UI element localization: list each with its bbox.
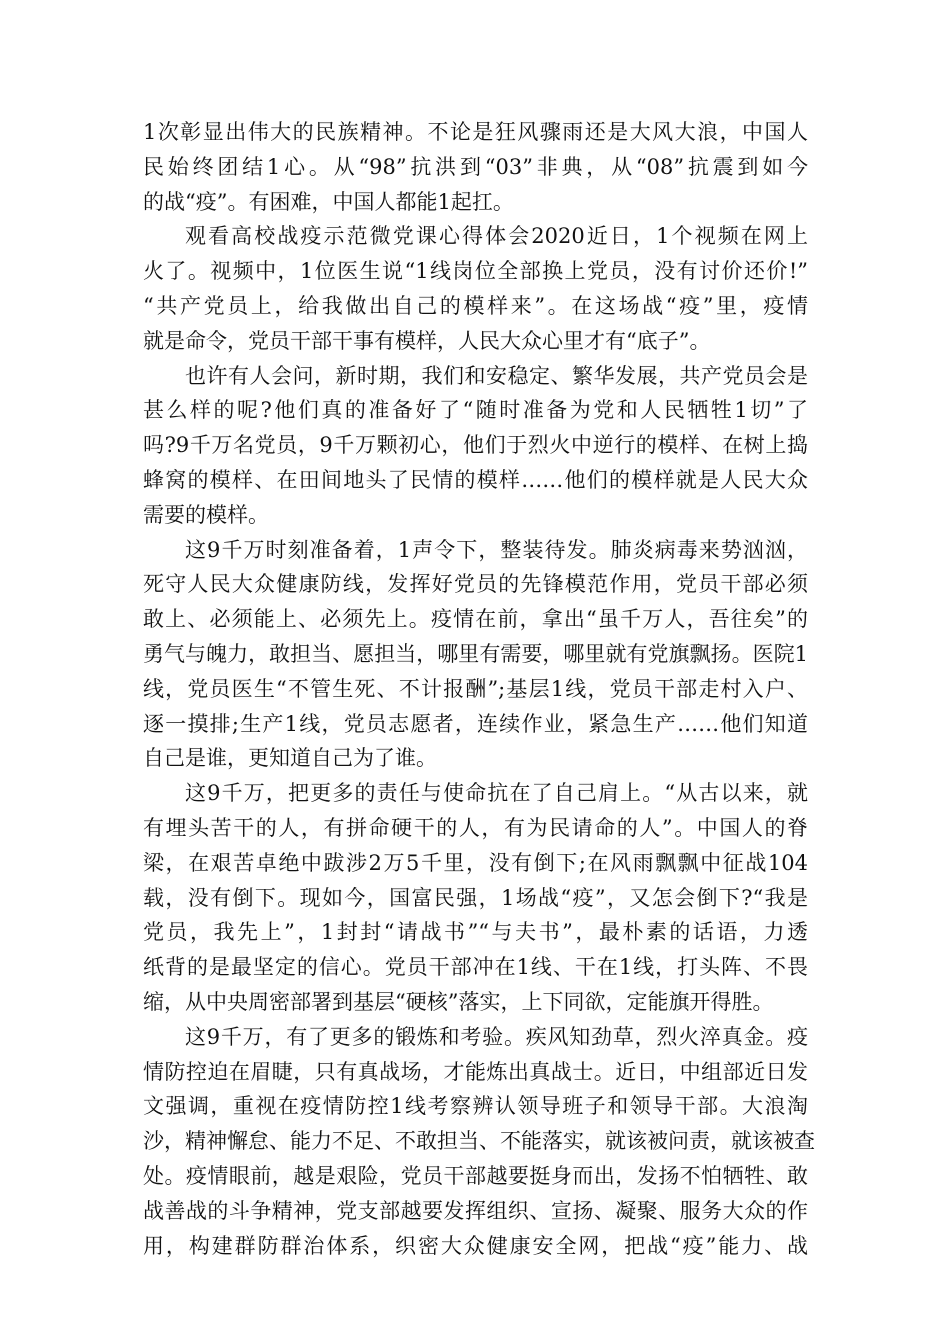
text-line: 民始终团结1心。从“98”抗洪到“03”非典，从“08”抗震到如今 xyxy=(143,154,808,179)
text-line: 沙，精神懈怠、能力不足、不敢担当、不能落实，就该被问责，就该被查 xyxy=(143,1129,815,1154)
text-line: 战善战的斗争精神，党支部越要发挥组织、宣扬、凝聚、服务大众的作 xyxy=(143,1198,808,1223)
text-line: 逐一摸排;生产1线，党员志愿者，连续作业，紧急生产……他们知道 xyxy=(143,711,808,736)
text-line: 蜂窝的模样、在田间地头了民情的模样……他们的模样就是人民大众 xyxy=(143,467,808,492)
text-line: 勇气与魄力，敢担当、愿担当，哪里有需要，哪里就有党旗飘扬。医院1 xyxy=(143,641,808,666)
text-line: 甚么样的呢?他们真的准备好了“随时准备为党和人民牺牲1切”了 xyxy=(143,398,808,423)
text-line: 情防控迫在眉睫，只有真战场，才能炼出真战士。近日，中组部近日发 xyxy=(143,1059,808,1084)
text-line: 梁，在艰苦卓绝中跋涉2万5千里，没有倒下;在风雨飘飘中征战104 xyxy=(143,850,808,875)
text-line: 纸背的是最坚定的信心。党员干部冲在1线、干在1线，打头阵、不畏 xyxy=(143,955,808,980)
article-body xyxy=(143,115,815,1263)
text-line: 文强调，重视在疫情防控1线考察辨认领导班子和领导干部。大浪淘 xyxy=(143,1094,808,1119)
text-line: 有埋头苦干的人，有拼命硬干的人，有为民请命的人”。中国人的脊 xyxy=(143,815,808,840)
text-line: 用，构建群防群治体系，织密大众健康安全网，把战“疫”能力、战 xyxy=(143,1233,808,1258)
text-line: 火了。视频中，1位医生说“1线岗位全部换上党员，没有讨价还价!” xyxy=(143,259,808,284)
text-line: 死守人民大众健康防线，发挥好党员的先锋模范作用，党员干部必须 xyxy=(143,572,808,597)
text-line: 1次彰显出伟大的民族精神。不论是狂风骤雨还是大风大浪，中国人 xyxy=(143,120,808,144)
text-line: 的战“疫”。有困难，中国人都能1起扛。 xyxy=(143,189,514,214)
text-line: 线，党员医生“不管生死、不计报酬”;基层1线，党员干部走村入户、 xyxy=(143,676,808,701)
text-line: 敢上、必须能上、必须先上。疫情在前，拿出“虽千万人，吾往矣”的 xyxy=(143,607,808,632)
text-line: 载，没有倒下。现如今，国富民强，1场战“疫”，又怎会倒下?“我是 xyxy=(143,885,808,910)
text-line: 这9千万，把更多的责任与使命抗在了自己肩上。“从古以来，就 xyxy=(185,781,808,806)
text-line: 这9千万时刻准备着，1声令下，整装待发。肺炎病毒来势汹汹， xyxy=(185,537,808,562)
text-line: “共产党员上，给我做出自己的模样来”。在这场战“疫”里，疫情 xyxy=(143,293,808,318)
text-line: 需要的模样。 xyxy=(143,502,269,527)
text-line: 处。疫情眼前，越是艰险，党员干部越要挺身而出，发扬不怕牺牲、敢 xyxy=(143,1163,808,1188)
text-line: 缩，从中央周密部署到基层“硬核”落实，上下同欲，定能旗开得胜。 xyxy=(143,989,774,1014)
text-line: 就是命令，党员干部干事有模样，人民大众心里才有“底子”。 xyxy=(143,328,711,353)
text-line: 吗?9千万名党员，9千万颗初心，他们于烈火中逆行的模样、在树上捣 xyxy=(143,433,808,458)
text-line: 党员，我先上”，1封封“请战书”“与夫书”，最朴素的话语，力透 xyxy=(143,920,808,945)
text-line: 观看高校战疫示范微党课心得体会2020近日，1个视频在网上 xyxy=(185,224,808,249)
text-line: 自己是谁，更知道自己为了谁。 xyxy=(143,746,437,771)
text-line: 这9千万，有了更多的锻炼和考验。疾风知劲草，烈火淬真金。疫 xyxy=(185,1024,808,1049)
text-line: 也许有人会问，新时期，我们和安稳定、繁华发展，共产党员会是 xyxy=(185,363,808,388)
